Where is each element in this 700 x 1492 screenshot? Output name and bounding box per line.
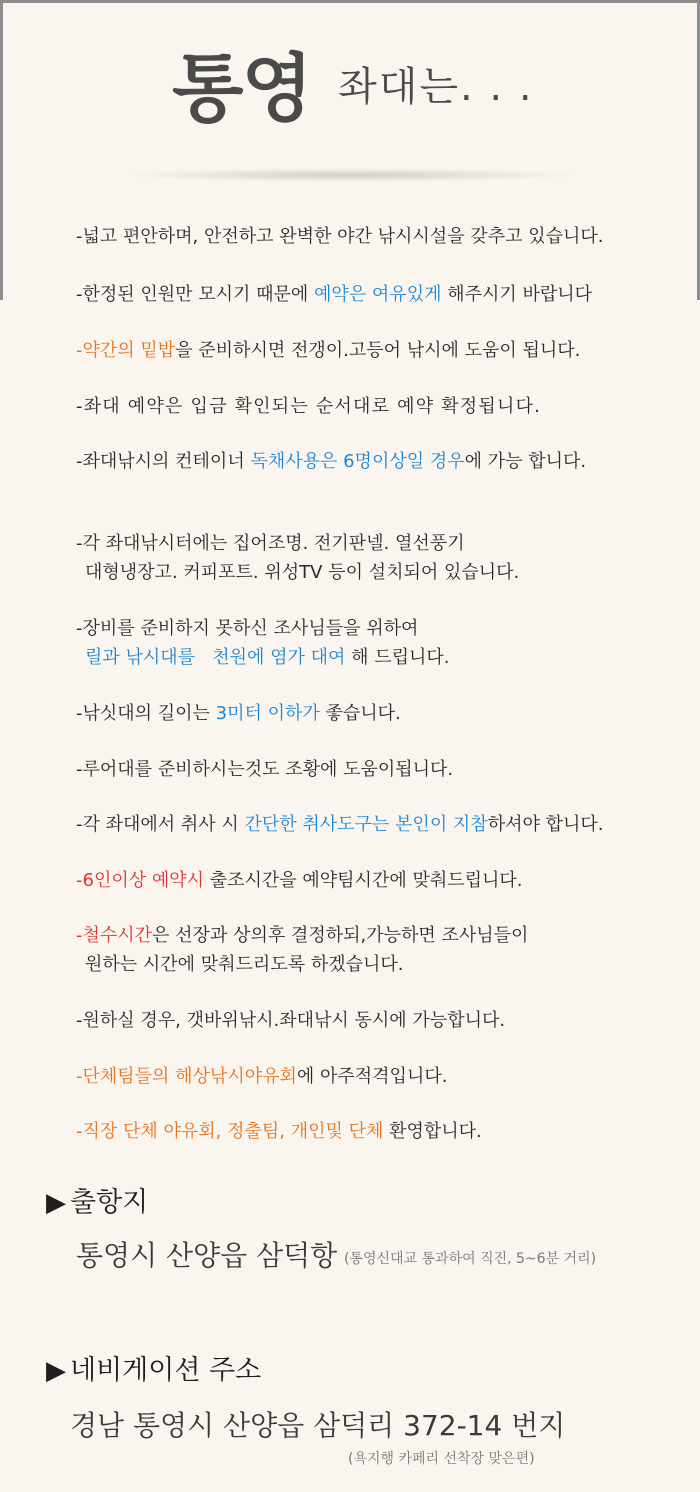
- info-text: 을 준비하시면 전갱이.고등어 낚시에 도움이 됩니다.: [175, 340, 581, 361]
- departure-address: 통영시 산양읍 삼덕항: [76, 1239, 338, 1272]
- info-highlight: 3미터 이하가: [215, 703, 320, 724]
- info-item-10: [76, 810, 676, 839]
- info-item-14: [76, 1062, 676, 1091]
- info-text: 에 아주적격입니다.: [296, 1066, 448, 1087]
- info-text: -낚싯대의 길이는: [76, 703, 216, 724]
- info-item-7: [76, 614, 676, 672]
- info-text: -좌대 예약은 입금 확인되는 순서대로 예약 확정됩니다.: [76, 396, 542, 417]
- navigation-note: (욕지행 카페리 선착장 맞은편): [348, 1451, 535, 1467]
- title-underline-shadow: [120, 168, 580, 182]
- info-item-1: [76, 222, 676, 251]
- info-highlight: 단체팀들의 해상낚시야유회: [82, 1066, 297, 1087]
- info-text-cont: 원하는 시간에 맞춰드리도록 하겠습니다.: [85, 954, 404, 975]
- info-text: 출조시간을 예약팀시간에 맞춰드립니다.: [204, 870, 523, 891]
- info-text: -루어대를 준비하시는것도 조황에 도움이됩니다.: [76, 759, 454, 780]
- info-highlight: 6인이상 예약시: [82, 870, 205, 891]
- info-text: -장비를 준비하지 못하신 조사님들을 위하여: [76, 618, 419, 639]
- info-text: -원하실 경우, 갯바위낚시.좌대낚시 동시에 가능합니다.: [76, 1010, 506, 1031]
- navigation-heading: [46, 1348, 261, 1387]
- info-highlight: 독채사용은 6명이상일 경우: [250, 451, 465, 472]
- navigation-address: 경남 통영시 산양읍 삼덕리 372-14 번지: [70, 1409, 566, 1442]
- info-dash: -: [76, 870, 83, 891]
- info-item-2: [76, 280, 676, 309]
- info-text: -넓고 편안하며, 안전하고 완벽한 야간 낚시시설을 갖추고 있습니다.: [76, 226, 604, 247]
- info-text: 은 선장과 상의후 결정하되,가능하면 조사님들이: [152, 925, 529, 946]
- info-text: 해주시기 바랍니다: [441, 284, 593, 305]
- info-text-cont: 대형냉장고. 커피포트. 위성TV 등이 설치되어 있습니다.: [85, 562, 520, 583]
- info-dash: -: [76, 1121, 83, 1142]
- info-item-15: [76, 1117, 676, 1146]
- title-subtitle: 좌대는. . .: [338, 63, 534, 110]
- info-text: 환영합니다.: [383, 1121, 482, 1142]
- info-text: -각 좌대낚시터에는 집어조명. 전기판넬. 열선풍기: [76, 533, 465, 554]
- info-dash: -: [76, 1066, 83, 1087]
- info-item-11: [76, 866, 676, 895]
- departure-note: (통영신대교 통과하여 직진, 5~6분 거리): [344, 1251, 597, 1267]
- triangle-right-icon: ▶: [46, 1188, 66, 1218]
- info-text: 좋습니다.: [319, 703, 401, 724]
- info-text: 하셔야 합니다.: [487, 814, 604, 835]
- info-item-13: [76, 1006, 676, 1035]
- info-highlight: 철수시간: [82, 925, 153, 946]
- info-highlight: 예약은 여유있게: [314, 284, 442, 305]
- info-item-12: [76, 921, 676, 979]
- info-item-8: [76, 699, 676, 728]
- info-text: -각 좌대에서 취사 시: [76, 814, 245, 835]
- info-item-9: [76, 755, 676, 784]
- info-item-5: [76, 447, 676, 476]
- info-highlight: 직장 단체 야유회, 정출팀, 개인및 단체: [82, 1121, 384, 1142]
- info-text: 해 드립니다.: [345, 647, 450, 668]
- page-title: [172, 30, 534, 136]
- navigation-heading-text: 네비게이션 주소: [70, 1355, 262, 1386]
- info-item-3: [76, 336, 676, 365]
- info-highlight: 간단한 취사도구는 본인이 지참: [244, 814, 488, 835]
- info-dash: -: [76, 925, 83, 946]
- info-item-6: [76, 529, 676, 587]
- info-text: -한정된 인원만 모시기 때문에: [76, 284, 315, 305]
- info-dash: -: [76, 340, 83, 361]
- info-highlight: 약간의 밑밥: [82, 340, 176, 361]
- info-text: -좌대낚시의 컨테이너: [76, 451, 251, 472]
- triangle-right-icon: ▶: [46, 1356, 66, 1386]
- departure-heading: [46, 1180, 148, 1219]
- info-item-4: [76, 392, 676, 421]
- title-main: 통영: [172, 46, 311, 132]
- info-text: 에 가능 합니다.: [464, 451, 587, 472]
- departure-heading-text: 출항지: [70, 1187, 149, 1218]
- info-highlight: 릴과 낚시대를 천원에 염가 대여: [85, 647, 346, 668]
